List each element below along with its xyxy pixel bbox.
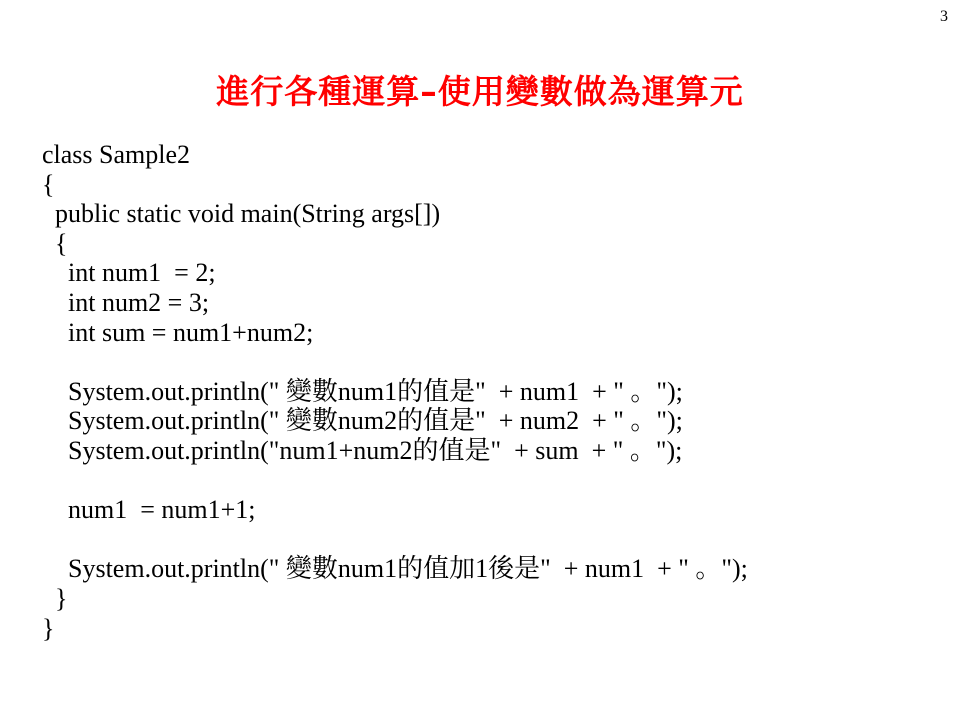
code-line-blank bbox=[42, 525, 748, 555]
code-line-blank bbox=[42, 466, 748, 496]
code-block bbox=[42, 140, 748, 643]
page-number: 3 bbox=[940, 8, 948, 25]
code-line: } bbox=[42, 613, 55, 643]
code-line: System.out.println(" 變數num1的值是" + num1 + " 。"); bbox=[42, 376, 683, 406]
code-line: int num1 = 2; bbox=[42, 258, 216, 288]
code-line: { bbox=[42, 169, 55, 199]
code-line: public static void main(String args[]) bbox=[42, 199, 441, 229]
code-line: int num2 = 3; bbox=[42, 287, 210, 317]
code-line: num1 = num1+1; bbox=[42, 495, 256, 525]
code-line: System.out.println("num1+num2的值是" + sum + " 。"); bbox=[42, 435, 683, 465]
code-line: { bbox=[42, 228, 68, 258]
code-line-blank bbox=[42, 347, 748, 377]
code-line: System.out.println(" 變數num2的值是" + num2 + " 。"); bbox=[42, 406, 683, 436]
code-line: int sum = num1+num2; bbox=[42, 317, 314, 347]
code-line: class Sample2 bbox=[42, 140, 191, 169]
code-line: } bbox=[42, 583, 68, 613]
code-line: System.out.println(" 變數num1的值加1後是" + num1 + " 。"); bbox=[42, 554, 748, 584]
slide-title: 進行各種運算–使用變數做為運算元 bbox=[216, 72, 744, 111]
